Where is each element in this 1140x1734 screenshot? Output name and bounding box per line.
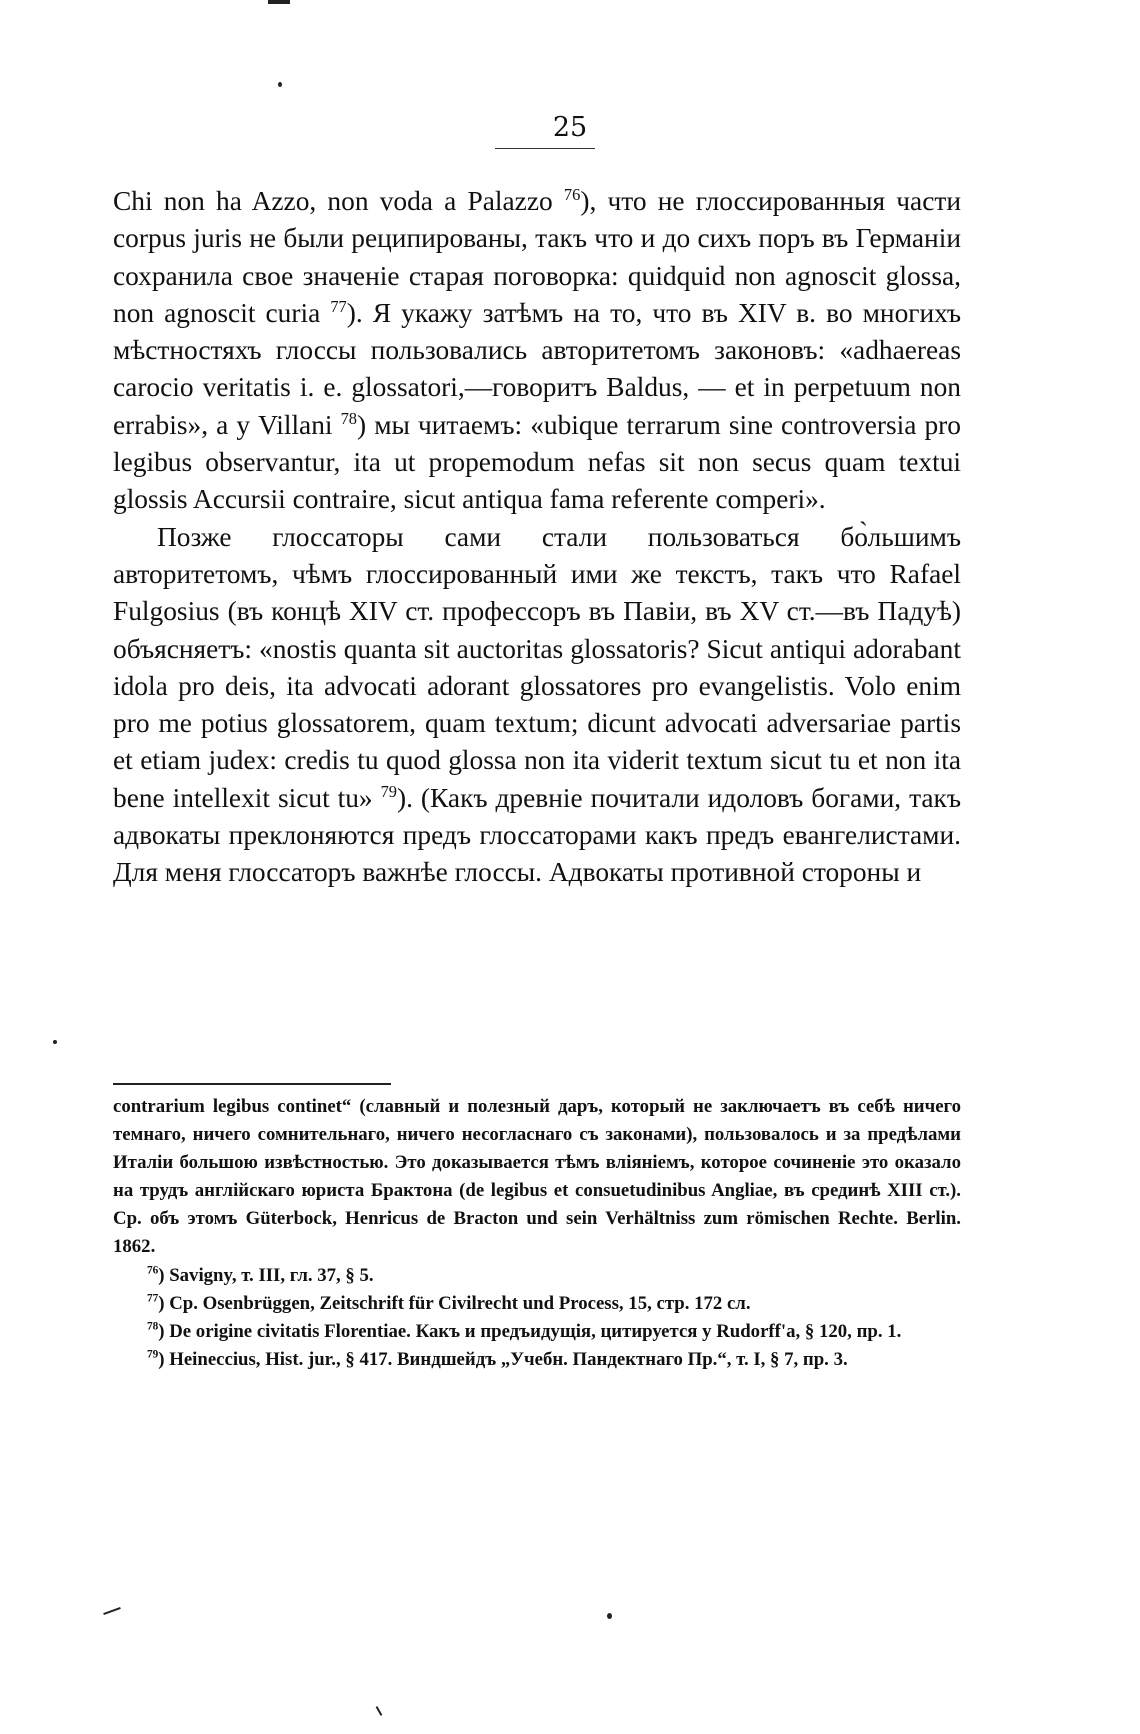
text-segment: ). Я укажу затѣмъ на то, что въ XIV в. во многихъ мѣстностяхъ глоссы пользовались авторитетомъ законовъ: «adhaereas carocio veritatis i. e. glossatori,—говоритъ Baldus, — et in perpetuum non errabis», а у Villani bbox=[113, 297, 961, 440]
footnote-rule bbox=[113, 1083, 391, 1085]
footnote-ref-79: 79 bbox=[380, 781, 397, 801]
scan-mark bbox=[376, 1706, 383, 1716]
scan-mark bbox=[278, 82, 282, 87]
footnote-text: ) Cp. Osenbrüggen, Zeitschrift für Civilrecht und Process, 15, стр. 172 сл. bbox=[158, 1292, 751, 1314]
scan-mark bbox=[53, 1040, 57, 1044]
text-segment: Позже глоссаторы сами стали пользоваться бо̀льшимъ авторитетомъ, чѣмъ глоссированный ими же текстъ, такъ что Rafael Fulgosius (въ концѣ XIV ст. профессоръ въ Павіи, въ XV ст.—въ Падуѣ) объясняетъ: «nostis quanta sit auctoritas glossatoris? Sicut antiqui adorabant idola pro deis, ita advocati adorant glossatores pro evangelistis. Volo enim pro me potius glossatorem, quam textum; dicunt advocati adversariae partis et etiam judex: credis tu quod glossa non ita viderit textum sicut tu et non ita bene intellexit sicut tu» bbox=[113, 521, 961, 813]
footnote-76 bbox=[113, 1262, 961, 1290]
header-rule bbox=[495, 148, 595, 149]
scan-mark bbox=[103, 1607, 121, 1615]
footnotes bbox=[113, 1093, 961, 1374]
footnote-ref-76: 76 bbox=[563, 184, 581, 204]
footnote-text: ) De origine civitatis Florentiae. Какъ и предъидущія, цитируется у Rudorff'a, § 120, пр. 1. bbox=[158, 1320, 902, 1342]
scan-mark bbox=[607, 1613, 612, 1619]
footnote-number: 79 bbox=[147, 1348, 159, 1361]
footnote-text: ) Heineccius, Hist. jur., § 417. Виндшейдъ „Учебн. Пандектнаго Пр.“, т. I, § 7, пр. 3. bbox=[158, 1348, 848, 1370]
page-number: 25 bbox=[552, 112, 588, 143]
paragraph-1 bbox=[113, 183, 961, 519]
footnote-number: 78 bbox=[147, 1320, 159, 1333]
footnote-number: 77 bbox=[147, 1292, 159, 1305]
paragraph-2 bbox=[113, 519, 961, 892]
footnote-text: ) Savigny, т. III, гл. 37, § 5. bbox=[158, 1264, 374, 1286]
main-text bbox=[113, 183, 961, 892]
text-segment: ). (Какъ древніе почитали идоловъ богами, такъ адвокаты преклоняются предъ глоссаторами какъ предъ евангелистами. Для меня глоссаторъ важнѣе глоссы. Адвокаты противной стороны и bbox=[113, 782, 962, 888]
footnote-number: 76 bbox=[147, 1264, 159, 1277]
footnote-79 bbox=[113, 1346, 961, 1374]
text-segment: ), что не глоссированныя части corpus juris не были реципированы, такъ что и до сихъ поръ въ Германіи сохранила свое значеніе старая поговорка: quidquid non agnoscit glossa, non agnoscit curia bbox=[113, 186, 962, 328]
footnote-77 bbox=[113, 1290, 961, 1318]
text-segment: Chi non ha Azzo, non voda a Palazzo bbox=[113, 186, 564, 216]
footnote-continuation: contrarium legibus continet“ (славный и полезный даръ, который не заключаетъ въ себѣ ничего темнаго, ничего сомнительнаго, ничего несогласнаго съ законами), пользовалось и за предѣлами Италіи большою извѣстностью. Это доказывается тѣмъ вліяніемъ, которое сочиненіе это оказало на трудъ англійскаго юриста Брактона (de legibus et consuetudinibus Angliae, въ срединѣ XIII ст.). Ср. объ этомъ Güterbock, Henricus de Bracton und sein Verhältniss zum römischen Rechte. Berlin. 1862. bbox=[113, 1096, 961, 1258]
footnote-ref-77: 77 bbox=[330, 296, 347, 316]
scan-mark bbox=[268, 0, 290, 4]
text-segment: ) мы читаемъ: «ubique terrarum sine controversia pro legibus observantur, ita ut propemodum nefas sit non secus quam textui glossis Accursii contraire, sicut antiqua fama referente comperi». bbox=[113, 409, 961, 515]
footnote-ref-78: 78 bbox=[340, 408, 358, 428]
footnote-78 bbox=[113, 1318, 961, 1346]
